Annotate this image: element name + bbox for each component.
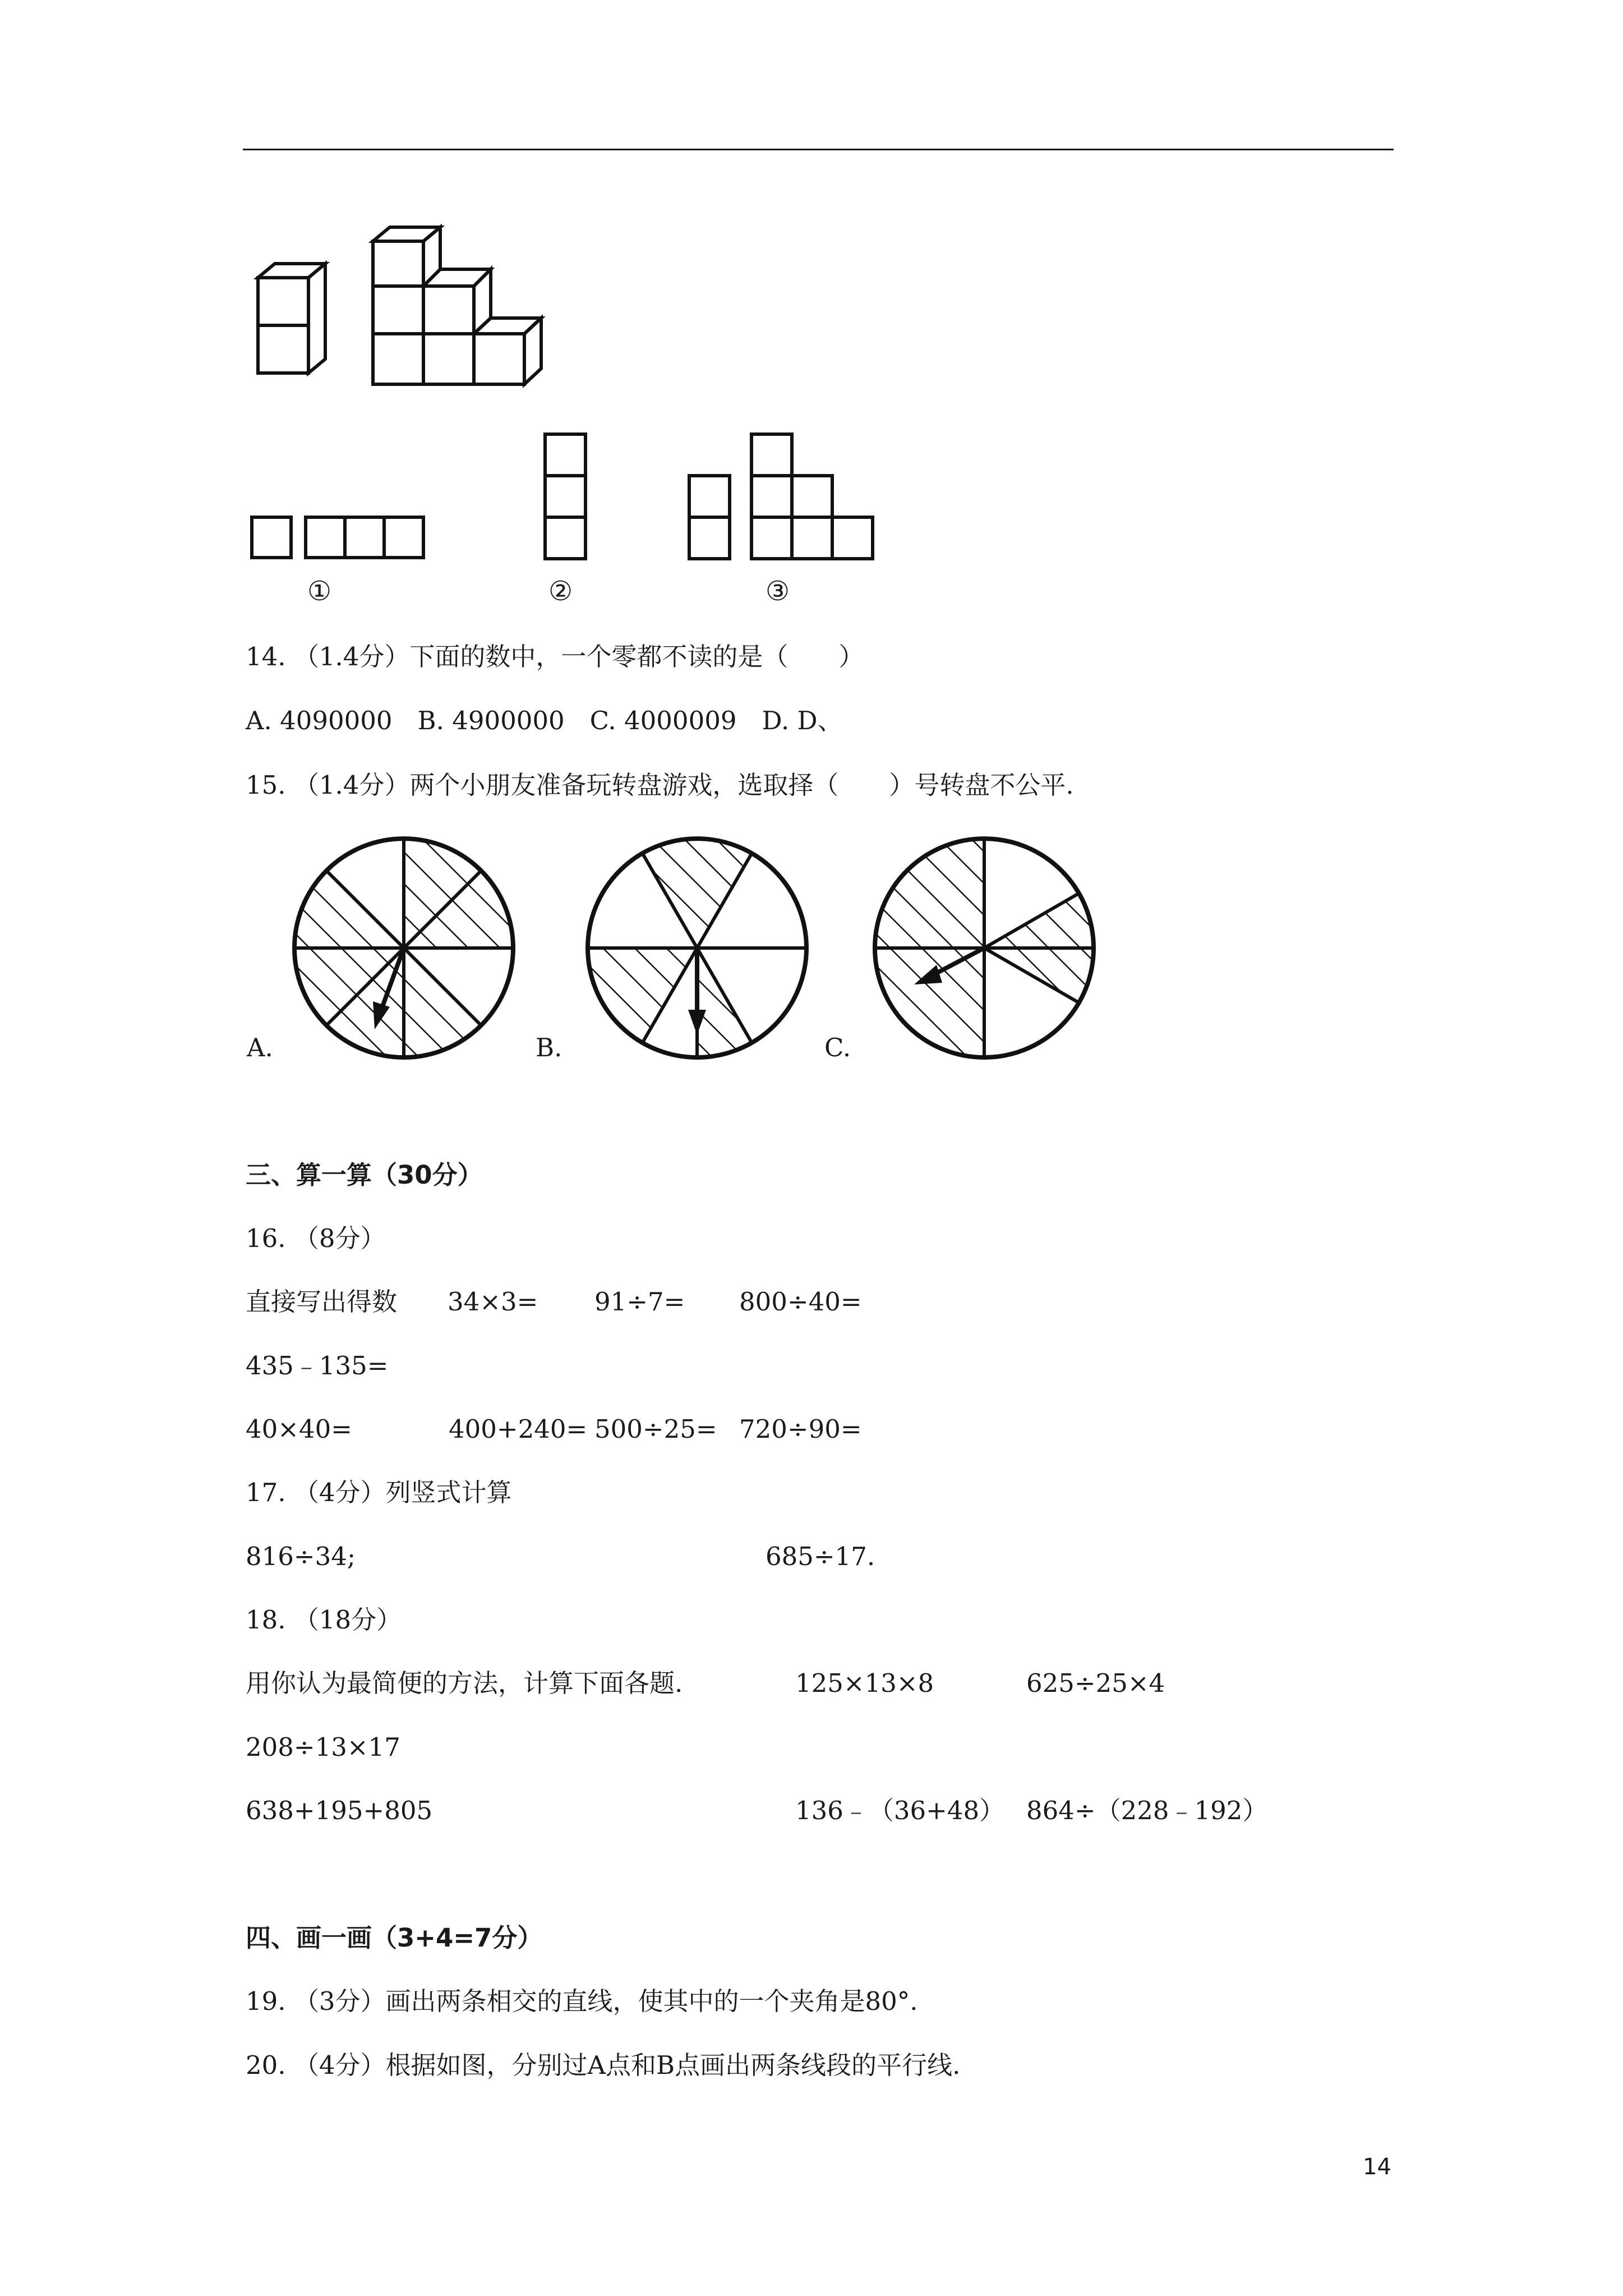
cube-stack-figure: [241, 222, 578, 401]
q15-stem: 15. （1.4分）两个小朋友准备玩转盘游戏，选取择（ ）号转盘不公平.: [246, 770, 1074, 800]
header-rule: [243, 149, 1394, 150]
q18-item: 125×13×8: [795, 1668, 934, 1698]
front-view-1: [250, 515, 435, 565]
q16-item: 800÷40=: [739, 1287, 862, 1317]
q18-item: 136﹣（36+48）: [795, 1796, 1005, 1825]
section3-title: 三、算一算（30分）: [246, 1160, 483, 1190]
spinner-label-a: A.: [247, 1033, 273, 1062]
q17-item: 685÷17.: [766, 1542, 875, 1571]
q16-item: 500÷25=: [594, 1414, 717, 1444]
q18-head: 18. （18分）: [246, 1605, 402, 1635]
q14-options: A. 4090000 B. 4900000 C. 4000009 D. D、: [246, 706, 843, 735]
q18-item: 625÷25×4: [1026, 1668, 1165, 1698]
side-view-2: [543, 432, 593, 567]
section4-title: 四、画一画（3+4=7分）: [246, 1923, 543, 1953]
view-label-2: ②: [548, 576, 573, 607]
q18-item: 208÷13×17: [246, 1732, 400, 1762]
q16-item: 435﹣135=: [246, 1351, 389, 1381]
q14-stem: 14. （1.4分）下面的数中，一个零都不读的是（ ）: [246, 642, 864, 671]
top-view-3: [687, 432, 889, 567]
view-label-3: ③: [766, 576, 790, 607]
spinner-c: [866, 830, 1102, 1066]
q16-head: 16. （8分）: [246, 1223, 386, 1253]
q17-head: 17. （4分）列竖式计算: [246, 1478, 512, 1507]
view-label-1: ①: [307, 576, 332, 607]
page-number: 14: [1363, 2154, 1391, 2180]
q16-item: 40×40=: [246, 1414, 352, 1444]
q16-item: 720÷90=: [739, 1414, 862, 1444]
q16-lead: 直接写出得数: [246, 1287, 398, 1317]
q16-item: 400+240=: [449, 1414, 588, 1444]
q18-item: 864÷（228﹣192）: [1026, 1796, 1268, 1825]
spinner-label-b: B.: [536, 1033, 562, 1062]
q18-item: 638+195+805: [246, 1796, 433, 1825]
spinner-a: [286, 830, 522, 1066]
q16-item: 34×3=: [448, 1287, 538, 1317]
q17-item: 816÷34;: [246, 1542, 356, 1571]
spinner-label-c: C.: [824, 1033, 851, 1062]
spinner-b: [579, 830, 815, 1066]
q20-text: 20. （4分）根据如图，分别过A点和B点画出两条线段的平行线.: [246, 2050, 961, 2080]
q16-item: 91÷7=: [594, 1287, 685, 1317]
q19-text: 19. （3分）画出两条相交的直线，使其中的一个夹角是80°.: [246, 1986, 918, 2016]
q18-lead: 用你认为最简便的方法，计算下面各题.: [246, 1668, 683, 1698]
